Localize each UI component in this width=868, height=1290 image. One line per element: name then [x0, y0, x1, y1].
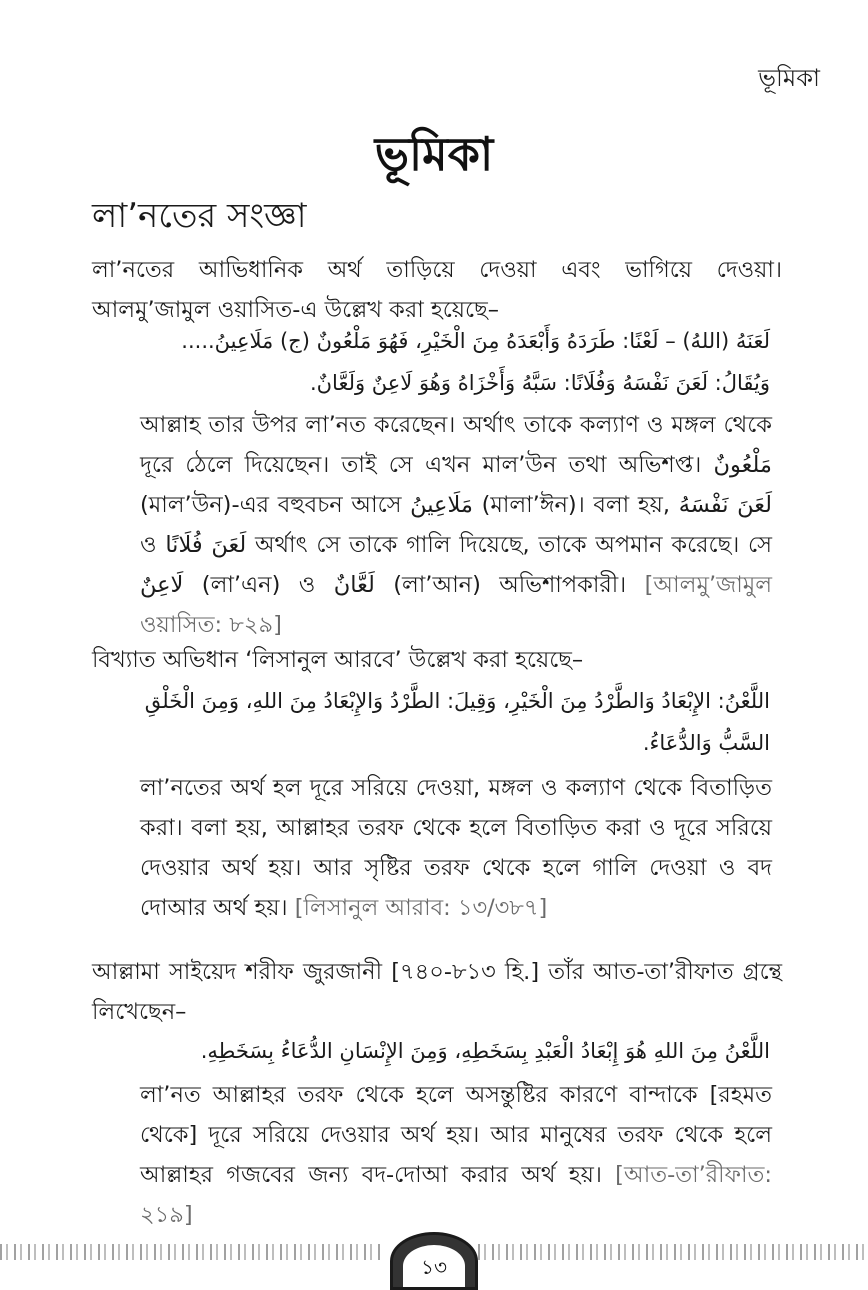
jurjani-text: লা’নত আল্লাহর তরফ থেকে হলে অসন্তুষ্টির কারণে বান্দাকে [রহমত থেকে] দূরে সরিয়ে দেওয়ার অর্থ হয়। আর মানুষের তরফ থেকে হলে আল্লাহর গজবের জন্য বদ-দোআ করার অর্থ হয়। — [140, 1082, 772, 1188]
lisan-text: লা’নতের অর্থ হল দূরে সরিয়ে দেওয়া, মঙ্গল ও কল্যাণ থেকে বিতাড়িত করা। বলা হয়, আল্লাহর তরফ থেকে হলে বিতাড়িত করা ও দূরে সরিয়ে দেওয়ার অর্থ হয়। আর সৃষ্টির তরফ থেকে হলে গালি দেওয়া ও বদ দোআর অর্থ হয়। — [140, 775, 772, 921]
explanation-text: আল্লাহ তার উপর লা’নত করেছেন। অর্থাৎ তাকে কল্যাণ ও মঙ্গল থেকে দূরে ঠেলে দিয়েছেন। তাই সে এখন মাল’উন তথা অভিশপ্ত। مَلْعُونٌ (মাল’উন)-এর বহুবচন আসে مَلَاعِينُ (মালা’ঈন)। বলা হয়, لَعَنَ نَفْسَهُ ও لَعَنَ فُلَانًا অর্থাৎ সে তাকে গালি দিয়েছে, তাকে অপমান করেছে। সে لَاعِنٌ (লা’এন) ও لَعَّانٌ (লা’আন) অভিশাপকারী। — [140, 412, 772, 598]
page-number-badge — [390, 1232, 478, 1290]
section-heading: লা’নতের সংজ্ঞা — [92, 196, 307, 236]
jurjani-explanation — [140, 1075, 772, 1235]
arabic-quote-2: وَيُقَالُ: لَعَنَ نَفْسَهُ وَفُلَانًا: سَبَّهُ وَأَخْزَاهُ وَهُوَ لَاعِنٌ وَلَعَّانٌ. — [309, 371, 770, 395]
arabic-quote-1: لَعَنَهُ (اللهُ) – لَعْنًا: طَرَدَهُ وَأَبْعَدَهُ مِنَ الْخَيْرِ، فَهُوَ مَلْعُونٌ (ج) مَلَاعِينُ..... — [181, 329, 770, 353]
page-title: ভূমিকা — [374, 127, 494, 181]
lisan-intro: বিখ্যাত অভিধান ‘লিসানুল আরবে’ উল্লেখ করা হয়েছে– — [92, 647, 584, 673]
citation-tarifat: [আত-তা’রীফাত: ২১৯] — [140, 1162, 772, 1228]
lisan-explanation — [140, 768, 772, 928]
ornament-left — [0, 1244, 380, 1260]
intro-paragraph: লা’নতের আভিধানিক অর্থ তাড়িয়ে দেওয়া এবং ভাগিয়ে দেওয়া। আলমু’জামুল ওয়াসিত-এ উল্লেখ করা হয়েছে– — [92, 257, 782, 323]
ornament-right — [478, 1244, 868, 1260]
footer-ornament — [0, 1232, 868, 1279]
jurjani-intro: আল্লামা সাইয়েদ শরীফ জুরজানী [৭৪০-৮১৩ হি.] তাঁর আত-তা’রীফাত গ্রন্থে লিখেছেন– — [92, 959, 782, 1025]
citation-lisan: [লিসানুল আরাব: ১৩/৩৮৭] — [294, 895, 548, 921]
explanation-paragraph — [140, 405, 772, 645]
citation-wasit: [আলমু’জামুল ওয়াসিত: ৮২৯] — [140, 572, 773, 638]
running-header: ভূমিকা — [758, 64, 820, 92]
arabic-quote-3: اللَّعْنُ: الإِبْعَادُ وَالطَّرْدُ مِنَ الْخَيْرِ، وَقِيلَ: الطَّرْدُ وَالإِبْعَادُ مِنَ اللهِ، وَمِنَ الْخَلْقِ السَّبُّ وَالدُّعَاءُ. — [144, 689, 770, 755]
arabic-quote-4: اللَّعْنُ مِنَ اللهِ هُوَ إِبْعَادُ الْعَبْدِ بِسَخَطِهِ، وَمِنَ الإِنْسَانِ الدُّعَاءُ بِسَخَطِهِ. — [200, 1039, 770, 1063]
page-number: ১৩ — [403, 1245, 465, 1287]
